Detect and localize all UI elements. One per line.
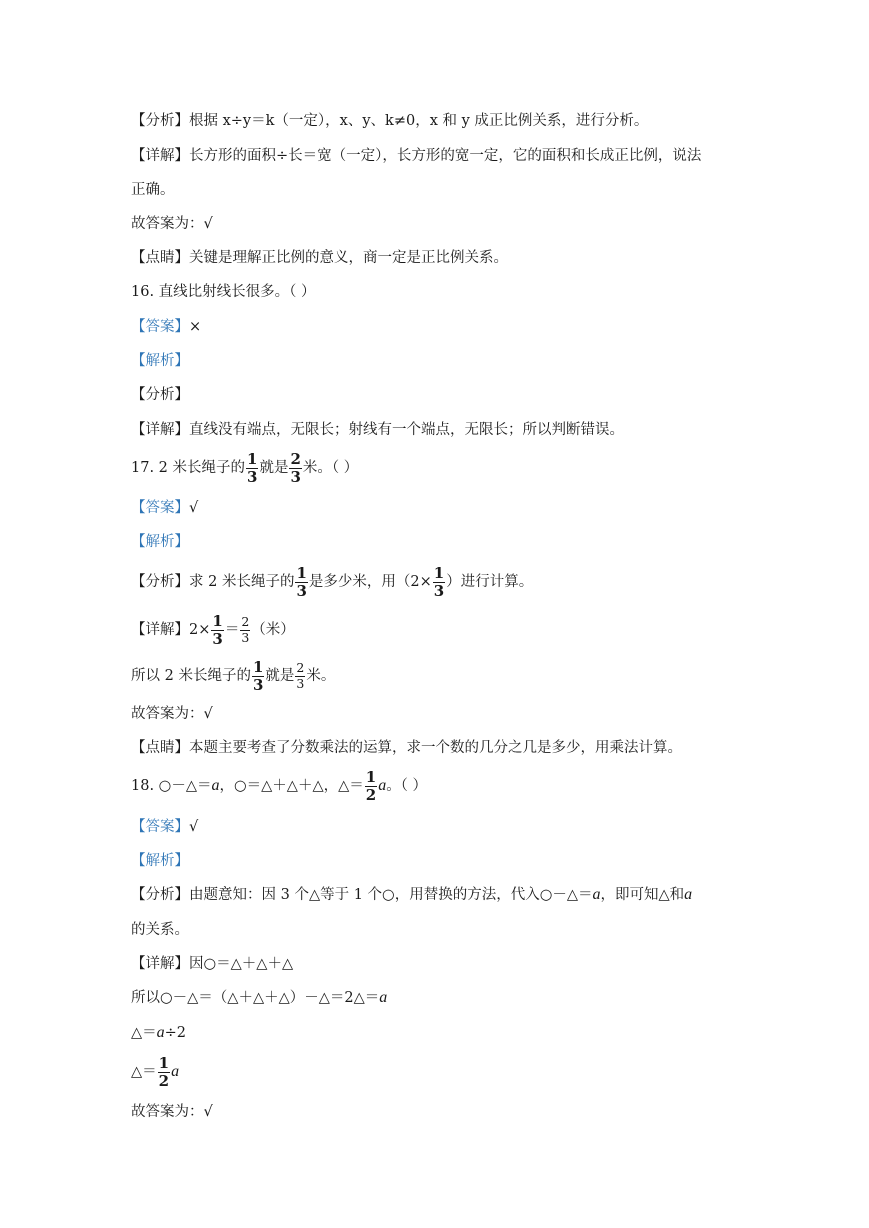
q16-question: 16. 直线比射线长很多。（ ） (131, 284, 316, 300)
frac-num: 1 (433, 563, 445, 582)
frac-num: 2 (241, 614, 250, 629)
so-text: 米。 (306, 668, 336, 684)
detail-text-cont: 正确。 (131, 182, 175, 198)
answer-value: √ (189, 500, 199, 516)
detail-text: ＝ (224, 622, 240, 638)
fraction (433, 563, 445, 600)
detail-text: 2× (189, 622, 211, 638)
tip-label: 【点睛】 (131, 740, 189, 756)
q18-step1 (131, 988, 387, 1008)
frac-den: 3 (241, 629, 250, 645)
so-text: 所以 2 米长绳子的 (131, 668, 251, 684)
q17-question (131, 448, 358, 488)
answer-value: √ (189, 819, 199, 835)
detail-text: （米） (251, 622, 295, 638)
q16-answer (131, 317, 201, 337)
q17-so (131, 656, 335, 696)
tip-label: 【点睛】 (131, 250, 189, 266)
q18-jiexi-label: 【解析】 (131, 853, 189, 869)
q18-question (131, 766, 427, 806)
frac-num: 1 (212, 611, 223, 630)
answer-value: × (189, 319, 202, 335)
q15-answer-line: 故答案为：√ (131, 216, 213, 232)
question-text: 就是 (259, 460, 289, 476)
q17-jiexi-label: 【解析】 (131, 534, 189, 550)
var-a: a (592, 886, 601, 903)
q17-answer-line: 故答案为：√ (131, 706, 213, 722)
q17-analysis (131, 562, 533, 602)
frac-den: 3 (252, 675, 264, 694)
frac-den: 3 (212, 629, 223, 648)
frac-num: 1 (247, 449, 258, 468)
step-text: ÷2 (164, 1025, 187, 1041)
step-text: △＝ (131, 1025, 157, 1041)
var-a: a (379, 989, 388, 1006)
frac-num: 1 (158, 1053, 170, 1072)
frac-num: 2 (296, 660, 305, 675)
q18-step2 (131, 1023, 186, 1043)
fraction (295, 662, 305, 690)
so-text: 就是 (265, 668, 295, 684)
fraction (240, 616, 250, 644)
var-a: a (684, 886, 693, 903)
frac-den: 2 (365, 785, 377, 804)
analysis-label: 【分析】 (131, 113, 189, 129)
question-text: 18. ○－△＝ (131, 778, 212, 794)
fraction (365, 767, 377, 804)
q17-tip (131, 738, 682, 758)
frac-den: 3 (296, 675, 305, 691)
frac-den: 3 (247, 467, 258, 486)
frac-num: 2 (290, 449, 301, 468)
fraction (211, 611, 223, 648)
analysis-text: ，即可知△和 (600, 887, 685, 903)
q18-step3 (131, 1052, 179, 1092)
fraction (295, 563, 307, 600)
fraction (246, 449, 258, 486)
var-a: a (156, 1024, 165, 1041)
fraction (158, 1053, 170, 1090)
question-text: ，○＝△＋△＋△，△＝ (219, 778, 364, 794)
q15-detail (131, 146, 701, 166)
question-text: 。（ ） (386, 778, 428, 794)
detail-label: 【详解】 (131, 956, 189, 972)
answer-label: 【答案】 (131, 819, 189, 835)
q16-analysis-label: 【分析】 (131, 387, 189, 403)
question-text: 17. 2 米长绳子的 (131, 460, 246, 476)
fraction (252, 657, 264, 694)
frac-den: 3 (433, 581, 445, 600)
q18-answer-line: 故答案为：√ (131, 1104, 213, 1120)
detail-label: 【详解】 (131, 622, 189, 638)
frac-num: 1 (252, 657, 264, 676)
analysis-text: 是多少米，用（2× (308, 574, 432, 590)
var-a: a (211, 777, 220, 794)
tip-text: 关键是理解正比例的意义，商一定是正比例关系。 (189, 250, 508, 266)
var-a: a (171, 1063, 180, 1080)
detail-label: 【详解】 (131, 422, 189, 438)
question-text: 米。（ ） (302, 460, 359, 476)
q18-detail (131, 954, 293, 974)
q18-answer (131, 817, 198, 837)
detail-text: 长方形的面积÷长＝宽（一定），长方形的宽一定，它的面积和长成正比例，说法 (189, 148, 702, 164)
q16-detail (131, 420, 624, 440)
frac-den: 3 (290, 467, 301, 486)
q15-detail-cont (131, 180, 175, 200)
answer-label: 【答案】 (131, 319, 189, 335)
analysis-text: ）进行计算。 (446, 574, 534, 590)
fraction (289, 449, 301, 486)
q17-detail (131, 610, 295, 650)
var-a: a (378, 777, 387, 794)
q16-jiexi-label: 【解析】 (131, 353, 189, 369)
detail-label: 【详解】 (131, 148, 189, 164)
answer-label: 【答案】 (131, 500, 189, 516)
frac-den: 2 (158, 1071, 170, 1090)
detail-text: 因○＝△＋△＋△ (189, 956, 294, 972)
q15-tip (131, 248, 508, 268)
tip-text: 本题主要考查了分数乘法的运算，求一个数的几分之几是多少，用乘法计算。 (189, 740, 682, 756)
detail-text: 直线没有端点，无限长；射线有一个端点，无限长；所以判断错误。 (189, 422, 624, 438)
frac-num: 1 (296, 563, 307, 582)
frac-den: 3 (296, 581, 307, 600)
step-text: 所以○－△＝（△＋△＋△）－△＝2△＝ (131, 990, 380, 1006)
frac-num: 1 (365, 767, 377, 786)
q18-analysis (131, 885, 692, 905)
analysis-label: 【分析】 (131, 574, 189, 590)
q17-answer (131, 498, 198, 518)
q15-analysis (131, 111, 648, 131)
analysis-text: 根据 x÷y＝k（一定），x、y、k≠0，x 和 y 成正比例关系，进行分析。 (189, 113, 649, 129)
analysis-text: 由题意知：因 3 个△等于 1 个○，用替换的方法，代入○－△＝ (189, 887, 593, 903)
q18-analysis-cont: 的关系。 (131, 922, 189, 938)
step-text: △＝ (131, 1064, 157, 1080)
analysis-text: 求 2 米长绳子的 (189, 574, 295, 590)
analysis-label: 【分析】 (131, 887, 189, 903)
